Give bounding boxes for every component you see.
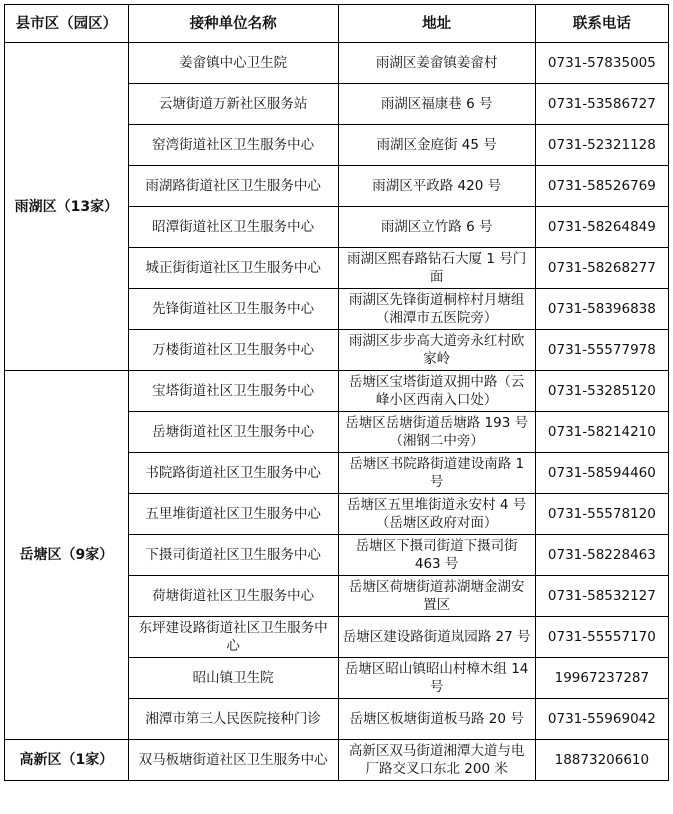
unit-name-cell: 宝塔街道社区卫生服务中心 bbox=[128, 371, 338, 412]
unit-name-cell: 东坪建设路街道社区卫生服务中心 bbox=[128, 617, 338, 658]
address-cell: 岳塘区五里堆街道永安村 4 号（岳塘区政府对面） bbox=[338, 494, 535, 535]
address-cell: 岳塘区板塘街道板马路 20 号 bbox=[338, 699, 535, 740]
district-cell: 雨湖区（13家） bbox=[5, 43, 129, 371]
unit-name-cell: 先锋街道社区卫生服务中心 bbox=[128, 289, 338, 330]
address-cell: 高新区双马街道湘潭大道与电厂路交叉口东北 200 米 bbox=[338, 740, 535, 781]
phone-cell: 0731-58532127 bbox=[535, 576, 668, 617]
unit-name-cell: 岳塘街道社区卫生服务中心 bbox=[128, 412, 338, 453]
address-cell: 岳塘区岳塘街道岳塘路 193 号（湘钢二中旁） bbox=[338, 412, 535, 453]
unit-name-cell: 荷塘街道社区卫生服务中心 bbox=[128, 576, 338, 617]
phone-cell: 0731-58396838 bbox=[535, 289, 668, 330]
address-cell: 岳塘区建设路街道岚园路 27 号 bbox=[338, 617, 535, 658]
unit-name-cell: 书院路街道社区卫生服务中心 bbox=[128, 453, 338, 494]
phone-cell: 0731-58214210 bbox=[535, 412, 668, 453]
unit-name-cell: 城正街街道社区卫生服务中心 bbox=[128, 248, 338, 289]
phone-cell: 0731-58268277 bbox=[535, 248, 668, 289]
unit-name-cell: 湘潭市第三人民医院接种门诊 bbox=[128, 699, 338, 740]
phone-cell: 0731-55969042 bbox=[535, 699, 668, 740]
unit-name-cell: 双马板塘街道社区卫生服务中心 bbox=[128, 740, 338, 781]
unit-name-cell: 昭山镇卫生院 bbox=[128, 658, 338, 699]
phone-cell: 0731-58594460 bbox=[535, 453, 668, 494]
address-cell: 雨湖区平政路 420 号 bbox=[338, 166, 535, 207]
unit-name-cell: 云塘街道万新社区服务站 bbox=[128, 84, 338, 125]
address-cell: 雨湖区金庭街 45 号 bbox=[338, 125, 535, 166]
header-phone: 联系电话 bbox=[535, 5, 668, 43]
phone-cell: 19967237287 bbox=[535, 658, 668, 699]
unit-name-cell: 昭潭街道社区卫生服务中心 bbox=[128, 207, 338, 248]
district-cell: 岳塘区（9家） bbox=[5, 371, 129, 740]
address-cell: 岳塘区昭山镇昭山村樟木组 14 号 bbox=[338, 658, 535, 699]
address-cell: 岳塘区下摄司街道下摄司街 463 号 bbox=[338, 535, 535, 576]
table-row bbox=[5, 740, 669, 781]
phone-cell: 0731-58526769 bbox=[535, 166, 668, 207]
district-cell: 高新区（1家） bbox=[5, 740, 129, 781]
phone-cell: 0731-58228463 bbox=[535, 535, 668, 576]
vaccination-sites-table bbox=[4, 4, 669, 781]
address-cell: 雨湖区熙春路钻石大厦 1 号门面 bbox=[338, 248, 535, 289]
phone-cell: 0731-58264849 bbox=[535, 207, 668, 248]
phone-cell: 0731-57835005 bbox=[535, 43, 668, 84]
table-row bbox=[5, 43, 669, 84]
address-cell: 岳塘区宝塔街道双拥中路（云峰小区西南入口处） bbox=[338, 371, 535, 412]
header-unit-name: 接种单位名称 bbox=[128, 5, 338, 43]
unit-name-cell: 窑湾街道社区卫生服务中心 bbox=[128, 125, 338, 166]
phone-cell: 0731-53586727 bbox=[535, 84, 668, 125]
unit-name-cell: 姜畲镇中心卫生院 bbox=[128, 43, 338, 84]
phone-cell: 0731-55557170 bbox=[535, 617, 668, 658]
unit-name-cell: 五里堆街道社区卫生服务中心 bbox=[128, 494, 338, 535]
address-cell: 雨湖区步步高大道旁永红村欧家岭 bbox=[338, 330, 535, 371]
header-address: 地址 bbox=[338, 5, 535, 43]
header-row bbox=[5, 5, 669, 43]
phone-cell: 0731-52321128 bbox=[535, 125, 668, 166]
table-body bbox=[5, 43, 669, 781]
address-cell: 雨湖区先锋街道桐梓村月塘组（湘潭市五医院旁） bbox=[338, 289, 535, 330]
phone-cell: 0731-53285120 bbox=[535, 371, 668, 412]
address-cell: 雨湖区福康巷 6 号 bbox=[338, 84, 535, 125]
phone-cell: 0731-55578120 bbox=[535, 494, 668, 535]
address-cell: 岳塘区书院路街道建设南路 1 号 bbox=[338, 453, 535, 494]
table-row bbox=[5, 371, 669, 412]
unit-name-cell: 万楼街道社区卫生服务中心 bbox=[128, 330, 338, 371]
phone-cell: 0731-55577978 bbox=[535, 330, 668, 371]
address-cell: 岳塘区荷塘街道荪湖塘金湖安置区 bbox=[338, 576, 535, 617]
address-cell: 雨湖区姜畲镇姜畲村 bbox=[338, 43, 535, 84]
unit-name-cell: 下摄司街道社区卫生服务中心 bbox=[128, 535, 338, 576]
header-district: 县市区（园区） bbox=[5, 5, 129, 43]
address-cell: 雨湖区立竹路 6 号 bbox=[338, 207, 535, 248]
unit-name-cell: 雨湖路街道社区卫生服务中心 bbox=[128, 166, 338, 207]
phone-cell: 18873206610 bbox=[535, 740, 668, 781]
